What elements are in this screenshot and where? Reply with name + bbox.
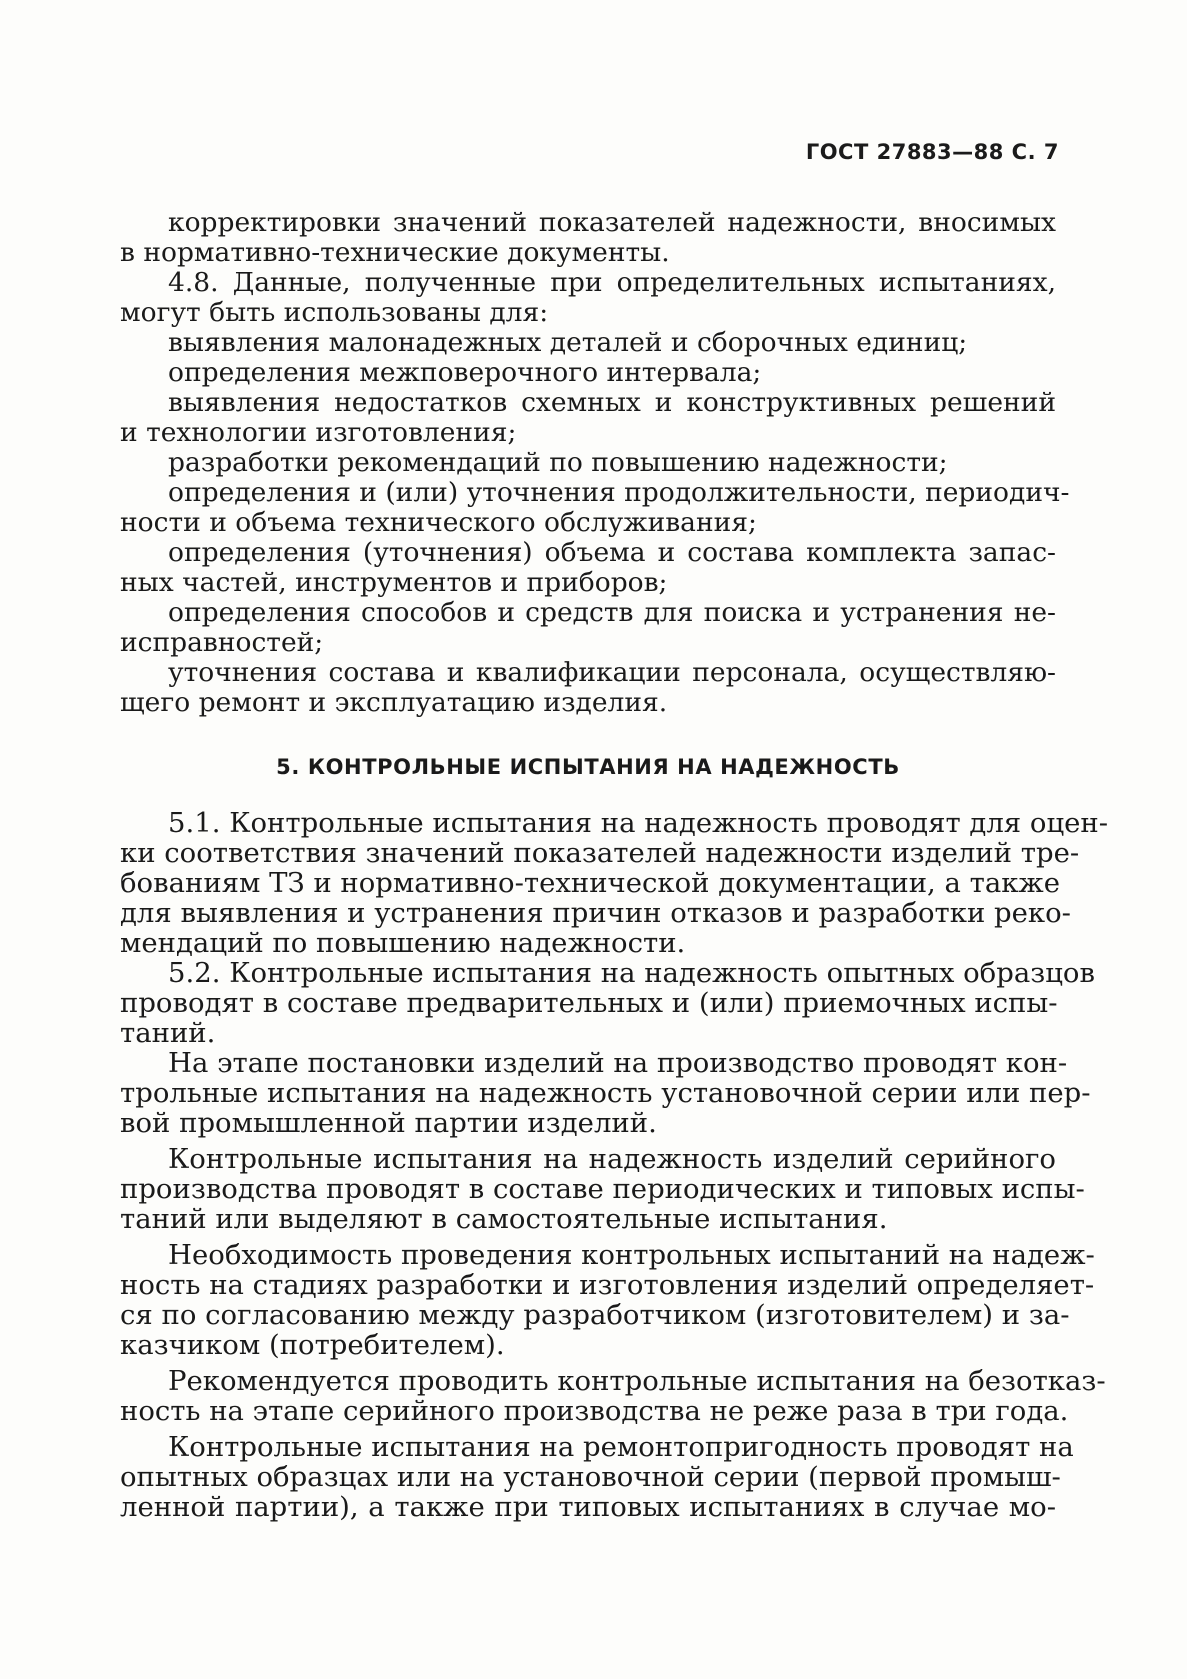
text-line: корректировки значений показателей надежности, вносимых <box>168 207 1056 238</box>
text-line: разработки рекомендаций по повышению надежности; <box>168 447 948 478</box>
text-line: Контрольные испытания на ремонтопригодность проводят на <box>168 1431 1074 1463</box>
text-line: ки соответствия значений показателей надежности изделий тре- <box>120 837 1080 869</box>
text-line: ленной партии), а также при типовых испытаниях в случае мо- <box>120 1491 1056 1523</box>
text-line: ся по согласованию между разработчиком (изготовителем) и за- <box>120 1299 1070 1331</box>
text-line: опытных образцах или на установочной серии (первой промыш- <box>120 1461 1061 1493</box>
text-line: ных частей, инструментов и приборов; <box>120 567 668 598</box>
text-line: в нормативно-технические документы. <box>120 237 670 268</box>
text-line: таний или выделяют в самостоятельные испытания. <box>120 1203 888 1235</box>
text-line: таний. <box>120 1017 216 1049</box>
text-line: определения (уточнения) объема и состава комплекта запас- <box>168 537 1056 568</box>
text-line: На этапе постановки изделий на производство проводят кон- <box>168 1047 1068 1079</box>
text-line: выявления недостатков схемных и конструктивных решений <box>168 387 1056 418</box>
text-line: и технологии изготовления; <box>120 417 517 448</box>
text-line: определения межповерочного интервала; <box>168 357 762 388</box>
page-header-standard-ref: ГОСТ 27883—88 С. 7 <box>805 140 1059 164</box>
text-line: бованиям ТЗ и нормативно-технической документации, а также <box>120 867 1061 899</box>
text-line: щего ремонт и эксплуатацию изделия. <box>120 687 668 718</box>
text-line: Контрольные испытания на надежность изделий серийного <box>168 1143 1056 1175</box>
text-line: могут быть использованы для: <box>120 297 549 328</box>
text-line: ности и объема технического обслуживания; <box>120 507 757 538</box>
section5-body-text <box>120 807 1109 1523</box>
text-line: Необходимость проведения контрольных испытаний на надеж- <box>168 1239 1095 1271</box>
text-line: 5.2. Контрольные испытания на надежность опытных образцов <box>168 957 1095 989</box>
text-line: уточнения состава и квалификации персонала, осуществляю- <box>168 657 1056 688</box>
text-line: казчиком (потребителем). <box>120 1329 505 1361</box>
text-line: вой промышленной партии изделий. <box>120 1107 657 1139</box>
text-line: 5.1. Контрольные испытания на надежность проводят для оцен- <box>168 807 1109 839</box>
text-line: мендаций по повышению надежности. <box>120 927 686 959</box>
text-line: трольные испытания на надежность установочной серии или пер- <box>120 1077 1091 1109</box>
text-line: выявления малонадежных деталей и сборочных единиц; <box>168 327 968 358</box>
text-line: производства проводят в составе периодических и типовых испы- <box>120 1173 1085 1205</box>
text-line: ность на стадиях разработки и изготовления изделий определяет- <box>120 1269 1095 1301</box>
text-line: проводят в составе предварительных и (или) приемочных испы- <box>120 987 1058 1019</box>
text-line: 4.8. Данные, полученные при определительных испытаниях, <box>168 267 1056 298</box>
section4-continuation-text <box>120 207 1070 718</box>
text-line: Рекомендуется проводить контрольные испытания на безотказ- <box>168 1365 1106 1397</box>
text-line: для выявления и устранения причин отказов и разработки реко- <box>120 897 1071 929</box>
text-line: определения способов и средств для поиска и устранения не- <box>168 597 1056 628</box>
text-line: исправностей; <box>120 627 324 658</box>
section5-heading: 5. КОНТРОЛЬНЫЕ ИСПЫТАНИЯ НА НАДЕЖНОСТЬ <box>276 755 900 779</box>
text-line: ность на этапе серийного производства не реже раза в три года. <box>120 1395 1069 1427</box>
text-line: определения и (или) уточнения продолжительности, периодич- <box>168 477 1070 508</box>
